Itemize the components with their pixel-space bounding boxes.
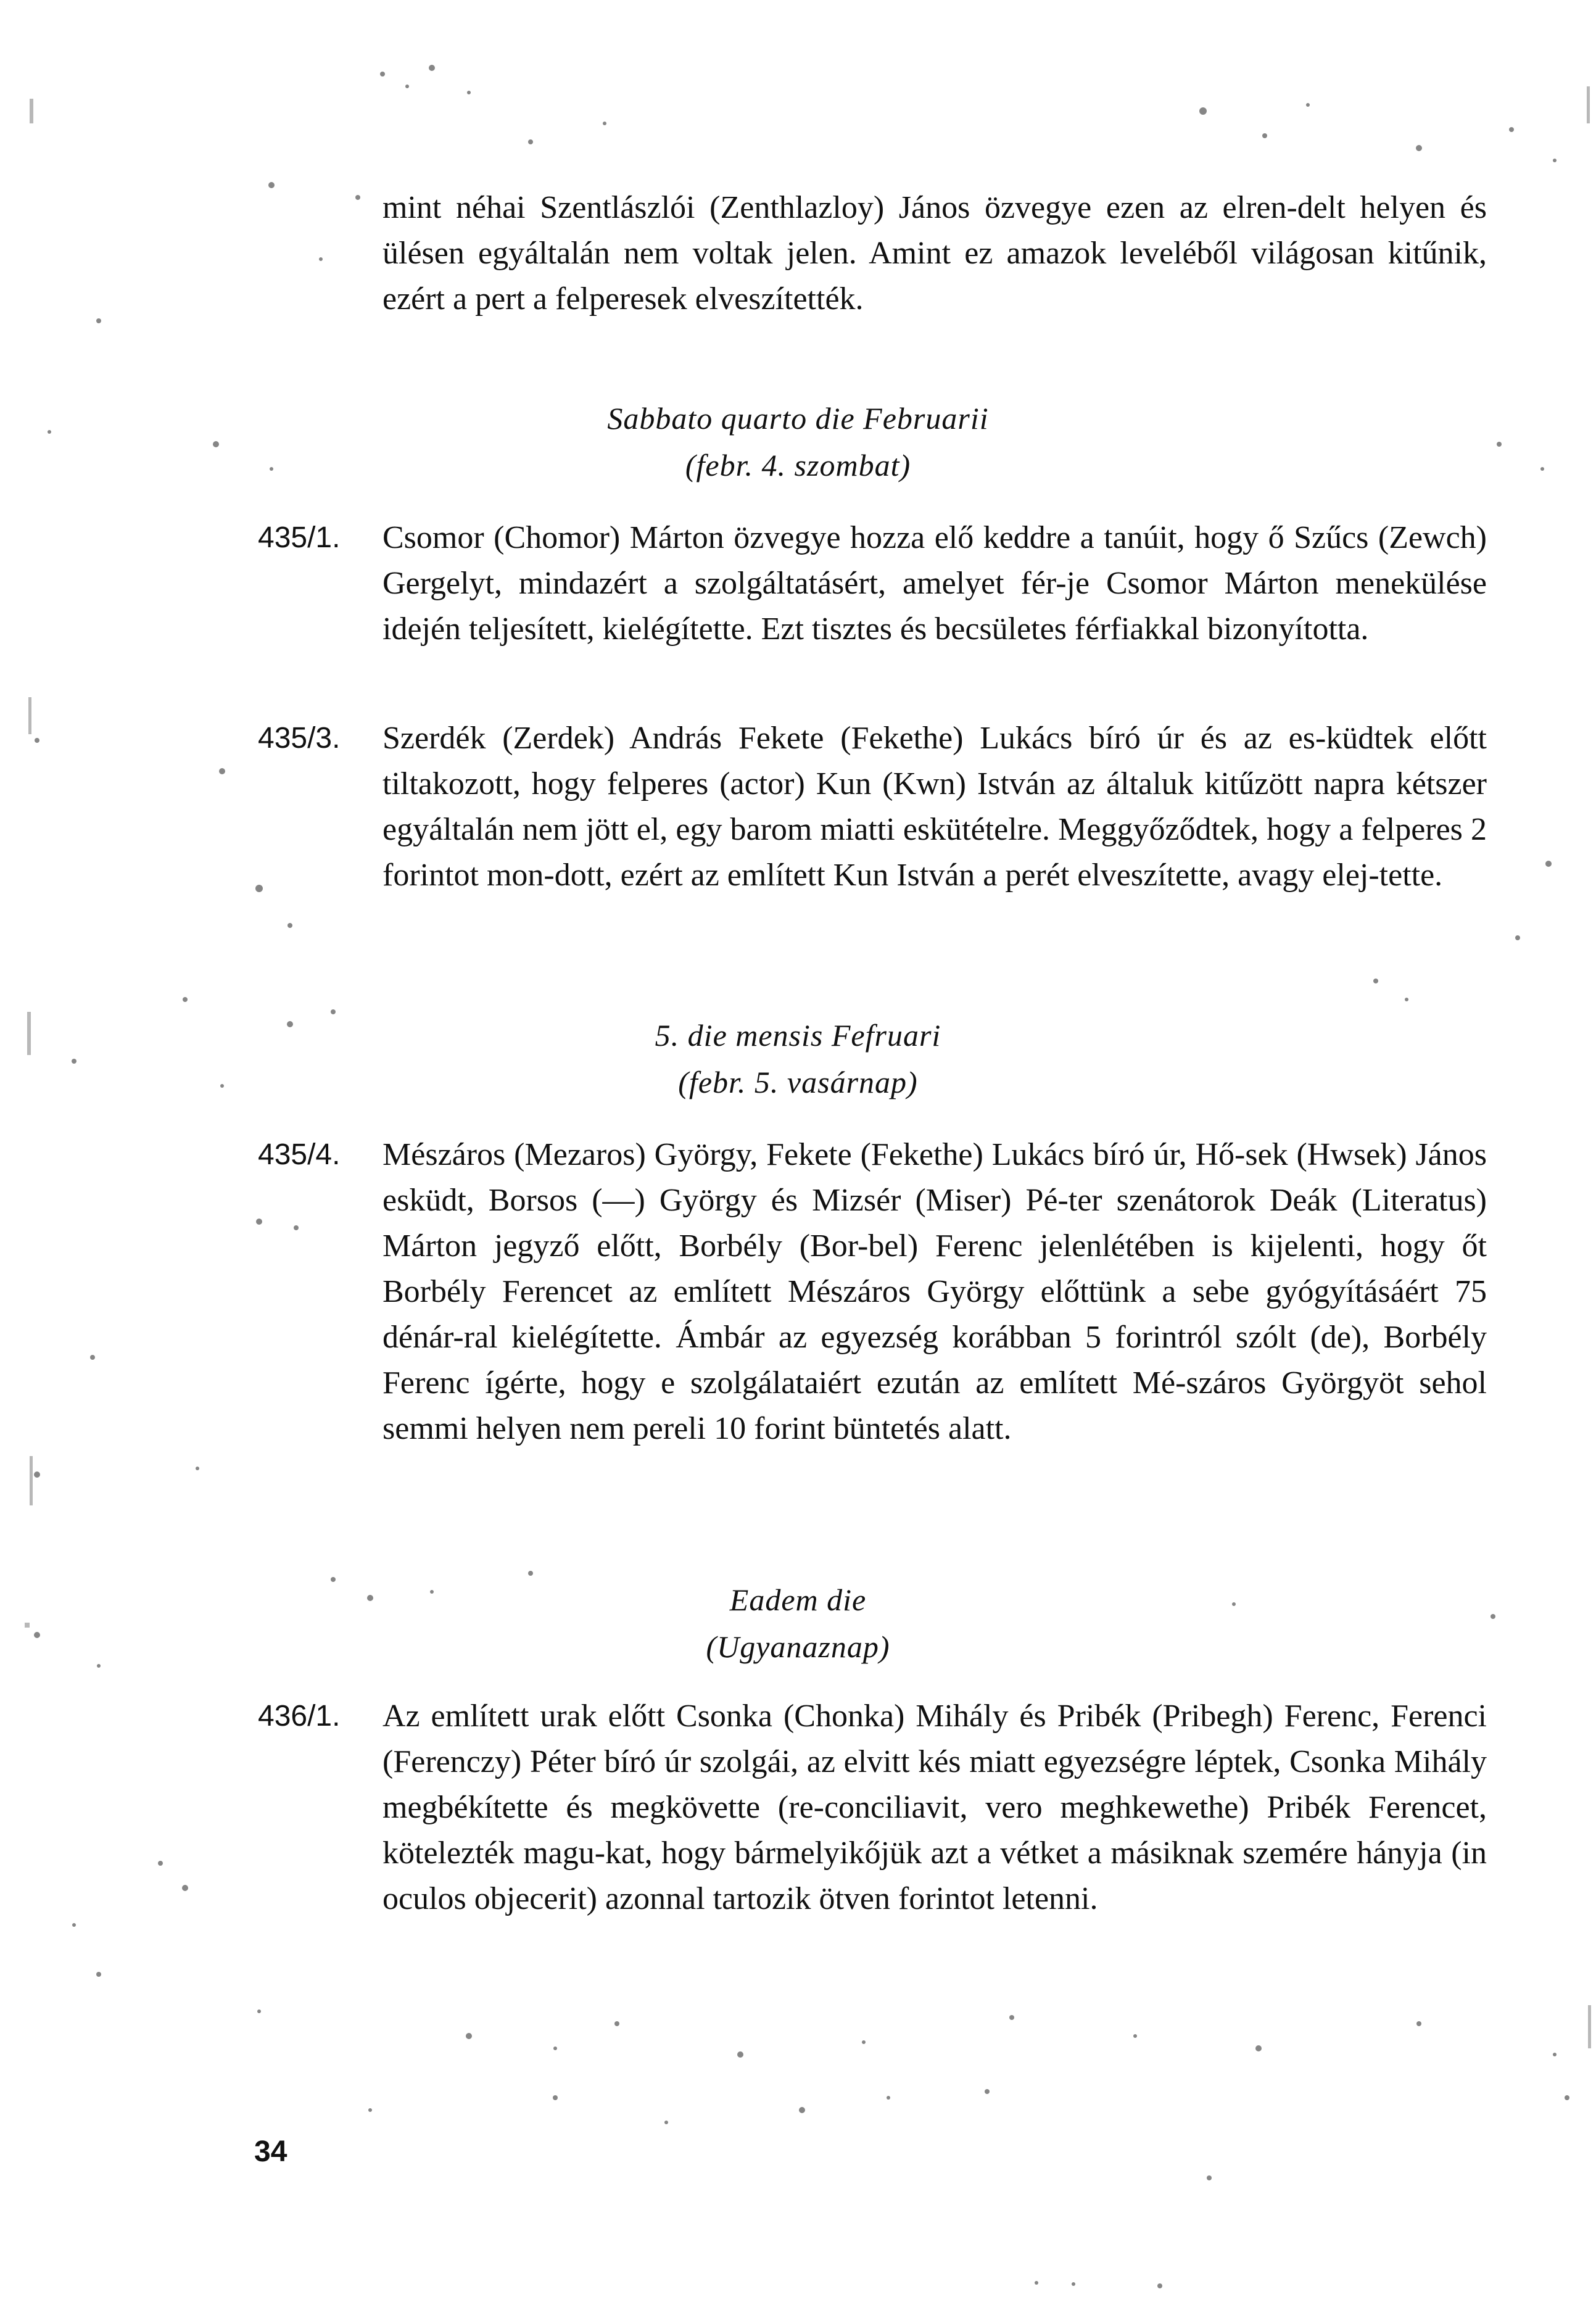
section-heading-hungarian: (febr. 4. szombat) (685, 448, 911, 482)
entry-number: 435/1. (258, 521, 341, 554)
entry-number: 435/4. (258, 1138, 341, 1171)
entry-number: 436/1. (258, 1700, 341, 1732)
entry-text: Csomor (Chomor) Márton özvegye hozza elő keddre a tanúit, hogy ő Szűcs (Zewch) Gergelyt, mindazért a szolgáltatásért, amelyet fér-je Csomor Márton menekülése idején teljesített, kielégítette. Ezt tisztes és becsületes férfiakkal bizonyította. (382, 520, 1487, 647)
intro-paragraph: mint néhai Szentlászlói (Zenthlazloy) János özvegye ezen az elren-delt helyen és ülésen egyáltalán nem voltak jelen. Amint ez amazok leveléből világosan kitűnik, ezért a pert a felperesek elveszítették. (382, 190, 1487, 317)
section-heading-3 (0, 1576, 1596, 1670)
section-heading-latin: 5. die mensis Fefruari (655, 1018, 941, 1053)
section-heading-latin: Eadem die (729, 1583, 867, 1617)
entry-text: Az említett urak előtt Csonka (Chonka) Mihály és Pribék (Pribegh) Ferenc, Ferenci (Ferenczy) Péter bíró úr szolgái, az elvitt kés miatt egyezségre léptek, Csonka Mihály megbékítette és megkövette (re-conciliavit, vero meghkewethe) Pribék Ferencet, kötelezték magu-kat, hogy bármelyikőjük azt a vétket a másiknak szemére hányja (in oculos objecerit) azonnal tartozik ötven forintot letenni. (382, 1699, 1487, 1916)
section-heading-2 (0, 1012, 1596, 1106)
entry-number: 435/3. (258, 722, 341, 755)
section-heading-hungarian: (Ugyanaznap) (706, 1629, 890, 1664)
entry-text: Mészáros (Mezaros) György, Fekete (Fekethe) Lukács bíró úr, Hő-sek (Hwsek) János esküdt, Borsos (—) György és Mizsér (Miser) Pé-ter szenátorok Deák (Literatus) Márton jegyző előtt, Borbély (Bor-bel) Ferenc jelenlétében is kijelenti, hogy őt Borbély Ferencet az említett Mészáros György előttünk a sebe gyógyításáért 75 dénár-ral kielégítette. Ámbár az egyezség korábban 5 forintról szólt (de), Borbély Ferenc ígérte, hogy e szolgálataiért ezután az említett Mé-száros Györgyöt sehol semmi helyen nem pereli 10 forint büntetés alatt. (382, 1137, 1487, 1446)
page-number: 34 (254, 2135, 287, 2168)
section-heading-latin: Sabbato quarto die Februarii (607, 401, 989, 436)
section-heading-hungarian: (febr. 5. vasárnap) (678, 1065, 918, 1099)
entry-text: Szerdék (Zerdek) András Fekete (Fekethe) Lukács bíró úr és az es-küdtek előtt tiltakozott, hogy felperes (actor) Kun (Kwn) István az általuk kitűzött napra kétszer egyáltalán nem jött el, egy barom miatti eskütételre. Meggyőződtek, hogy a felperes 2 forintot mon-dott, ezért az említett Kun István a perét elveszítette, avagy elej-tette. (382, 721, 1487, 893)
section-heading-1 (0, 395, 1596, 489)
